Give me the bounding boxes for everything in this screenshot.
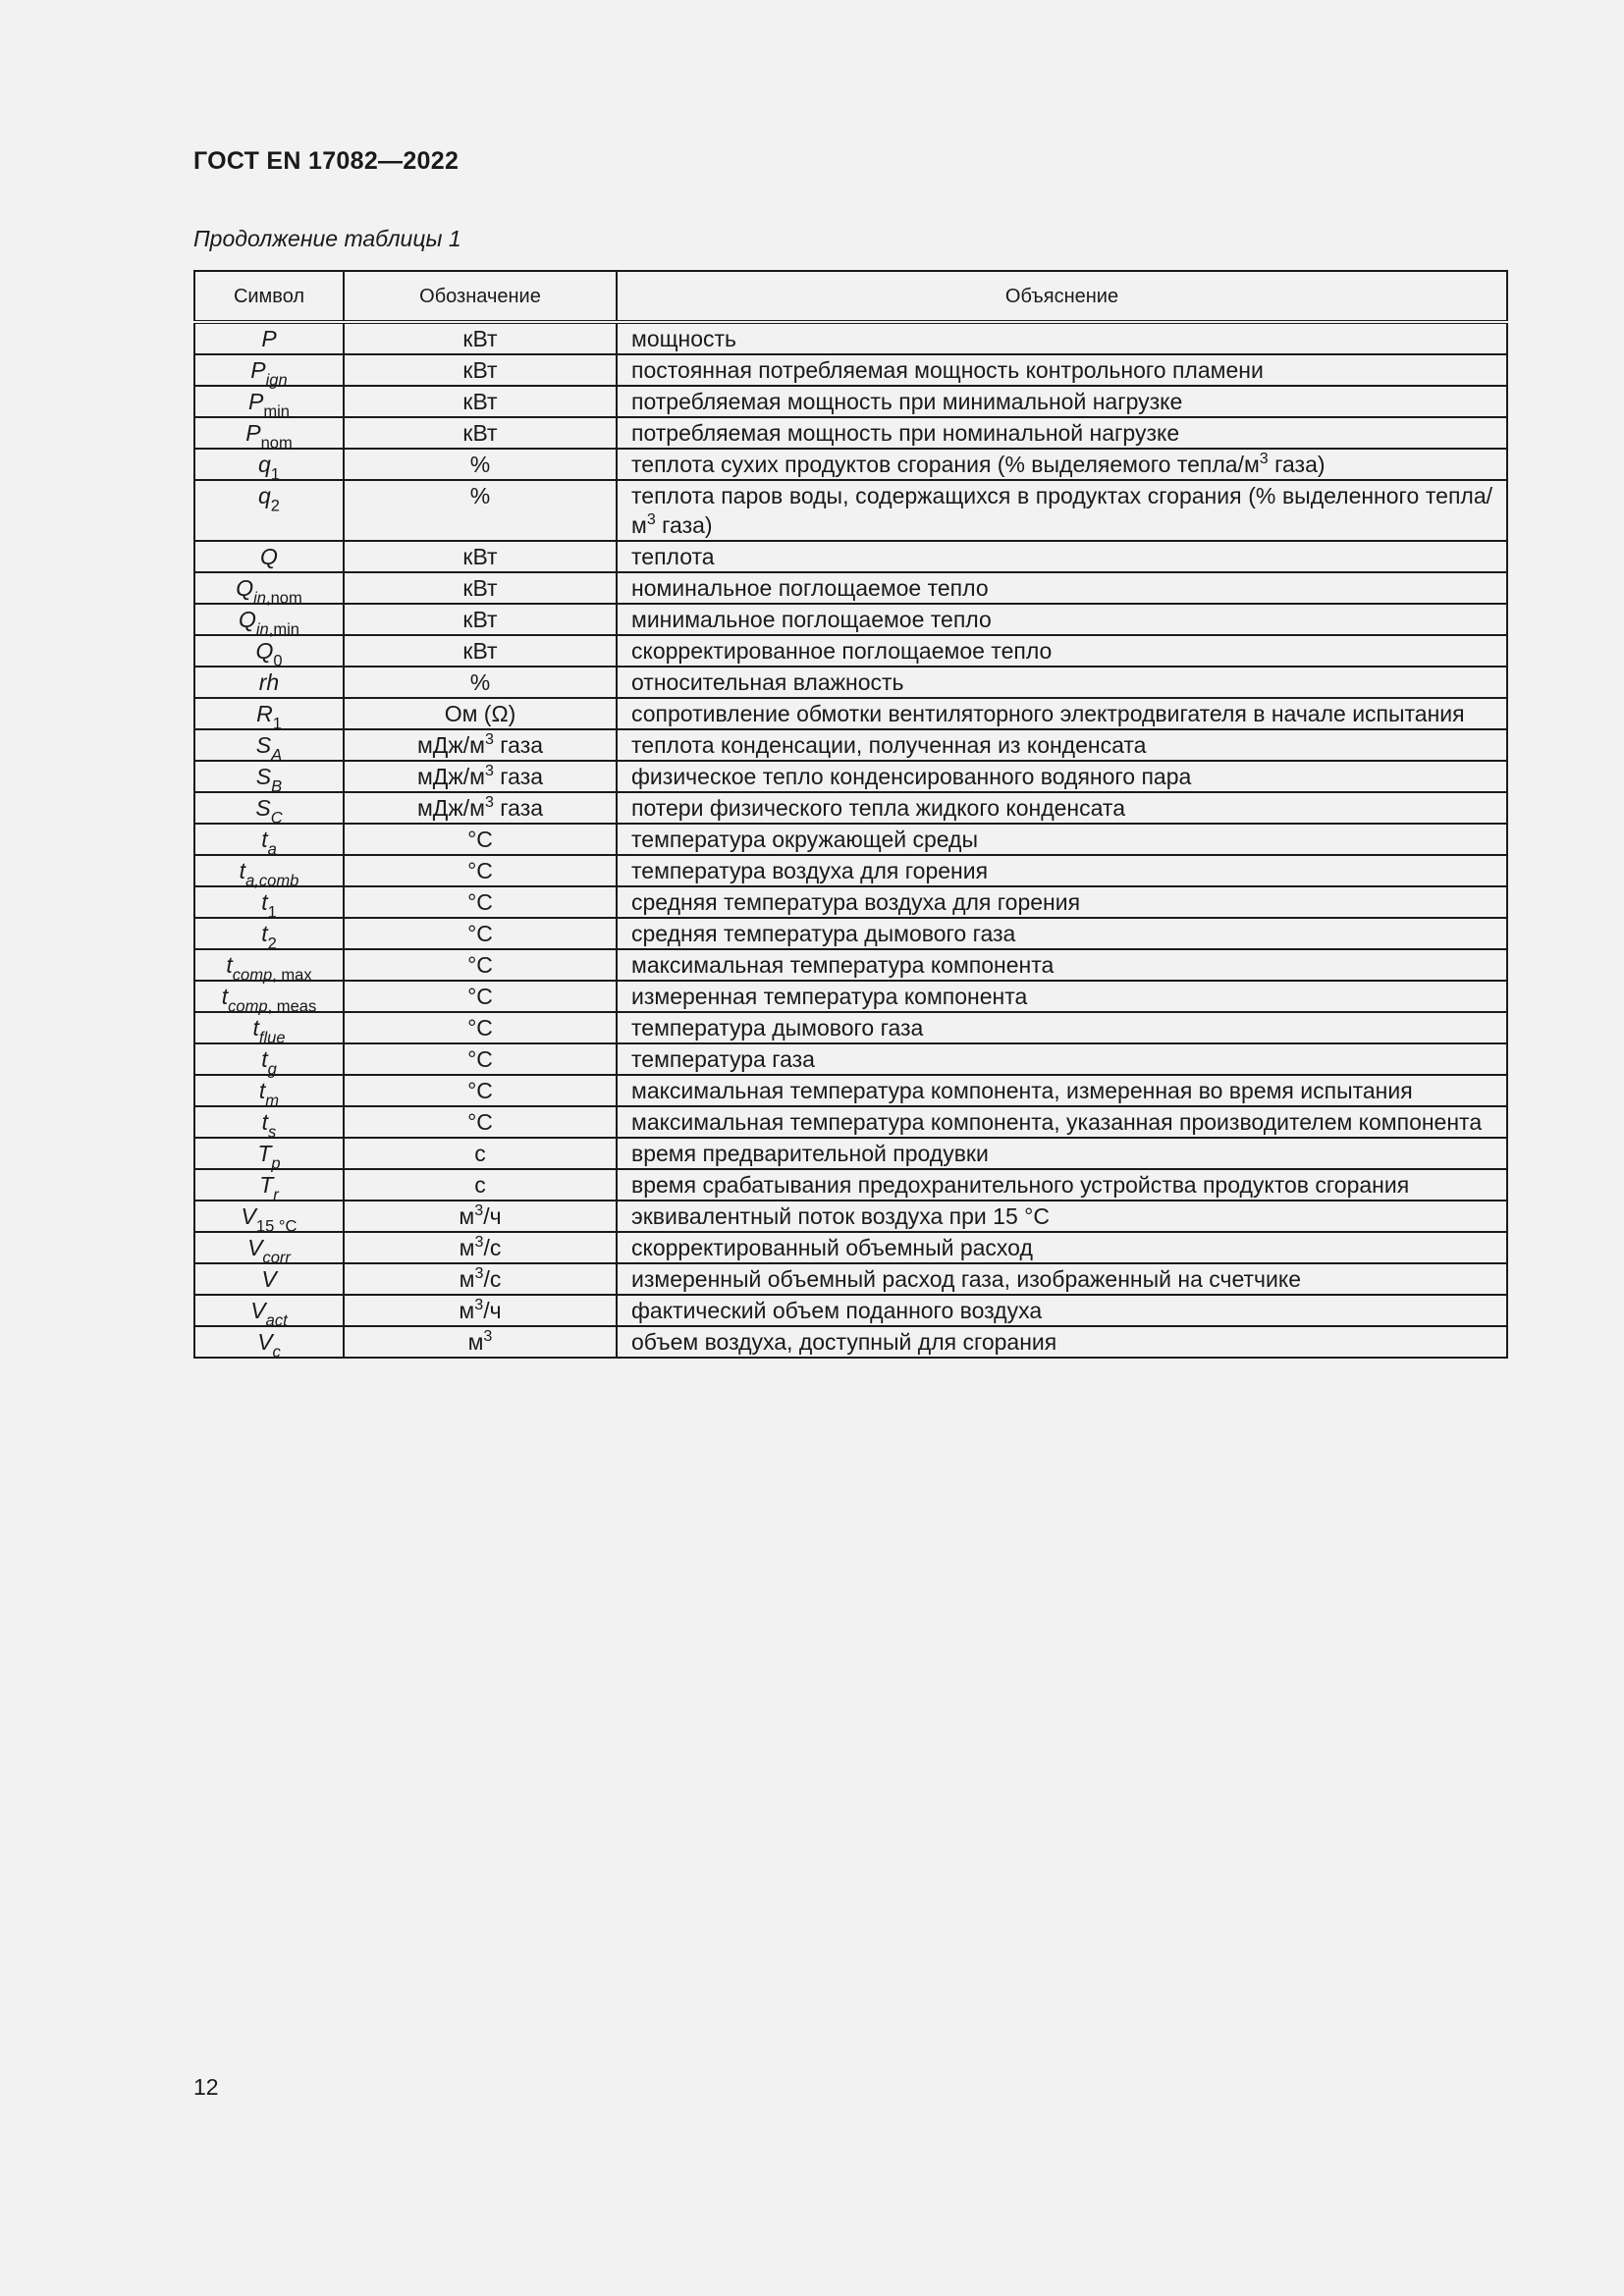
subscript-text: 0: [273, 651, 283, 670]
explanation-text: температура окружающей среды: [631, 827, 979, 852]
subscript-text: c: [272, 1342, 281, 1362]
table-row: [194, 698, 1507, 729]
unit-text: °C: [467, 1015, 493, 1041]
symbol-letter: t: [261, 827, 268, 852]
designation-cell: [344, 386, 617, 417]
subscript-text: 2: [270, 496, 280, 515]
unit-tail: /ч: [483, 1203, 502, 1229]
unit-text: кВт: [462, 544, 498, 569]
explanation-cell: [617, 449, 1507, 480]
symbol-cell: [194, 698, 344, 733]
designation-cell: [344, 541, 617, 572]
explanation-text: минимальное поглощаемое тепло: [631, 607, 992, 632]
designation-cell: [344, 1326, 617, 1358]
designation-cell: [344, 1263, 617, 1295]
explanation-cell: [617, 792, 1507, 824]
designation-cell: [344, 667, 617, 698]
explanation-text: максимальная температура компонента: [631, 952, 1055, 978]
table-row: [194, 729, 1507, 761]
explanation-cell: [617, 981, 1507, 1012]
subscript-italic-part: in: [255, 619, 269, 639]
unit-tail: газа: [493, 764, 544, 789]
explanation-cell: [617, 635, 1507, 667]
subscript-text: 15 °C: [255, 1216, 298, 1236]
designation-cell: [344, 949, 617, 981]
table-row: [194, 1106, 1507, 1138]
unit-text: кВт: [462, 357, 498, 383]
designation-cell: [344, 1043, 617, 1075]
symbol-letter: T: [257, 1141, 272, 1166]
explanation-text: теплота паров воды, содержащихся в продуктах сгорания (% выделенного тепла/м: [631, 483, 1492, 538]
explanation-text: номинальное поглощаемое тепло: [631, 575, 989, 601]
subscript-text: r: [273, 1185, 279, 1204]
unit-text: °C: [467, 1078, 493, 1103]
explanation-text: потери физического тепла жидкого конденсата: [631, 795, 1125, 821]
column-header-designation: Обозначение: [344, 271, 617, 322]
symbol-letter: Q: [260, 544, 278, 569]
symbol-letter: q: [258, 483, 271, 508]
table-row: [194, 1326, 1507, 1358]
explanation-text: средняя температура дымового газа: [631, 921, 1016, 946]
explanation-text: теплота конденсации, полученная из конденсата: [631, 732, 1147, 758]
symbol-letter: S: [255, 732, 272, 758]
unit-text: м: [459, 1235, 475, 1260]
explanation-tail: газа): [655, 512, 713, 538]
explanation-text: потребляемая мощность при минимальной нагрузке: [631, 389, 1183, 414]
explanation-superscript: 3: [646, 510, 656, 529]
table-row: [194, 1295, 1507, 1326]
unit-text: кВт: [462, 326, 498, 351]
unit-superscript: 3: [474, 1296, 484, 1314]
table-row: [194, 480, 1507, 541]
subscript-text: 1: [270, 464, 280, 484]
explanation-tail: газа): [1268, 452, 1326, 477]
unit-text: с: [474, 1172, 486, 1198]
symbol-cell: [194, 1263, 344, 1295]
table-row: [194, 449, 1507, 480]
symbol-letter: t: [261, 889, 268, 915]
symbol-letter: V: [250, 1298, 266, 1323]
explanation-text: теплота: [631, 544, 715, 569]
symbol-cell: [194, 541, 344, 572]
explanation-text: измеренная температура компонента: [631, 984, 1028, 1009]
unit-text: °C: [467, 858, 493, 883]
symbol-cell: [194, 729, 344, 765]
table-row: [194, 886, 1507, 918]
explanation-cell: [617, 698, 1507, 729]
symbol-cell: [194, 1295, 344, 1330]
explanation-cell: [617, 667, 1507, 698]
explanation-cell: [617, 855, 1507, 886]
unit-text: °C: [467, 984, 493, 1009]
symbol-letter: S: [255, 795, 271, 821]
subscript-italic-part: comp: [228, 996, 268, 1016]
designation-cell: [344, 761, 617, 792]
explanation-cell: [617, 604, 1507, 635]
explanation-cell: [617, 1295, 1507, 1326]
explanation-cell: [617, 1232, 1507, 1263]
explanation-cell: [617, 386, 1507, 417]
symbol-letter: P: [245, 420, 261, 446]
subscript-text: p: [271, 1153, 281, 1173]
designation-cell: [344, 1201, 617, 1232]
subscript-text: 1: [267, 902, 277, 922]
explanation-text: скорректированное поглощаемое тепло: [631, 638, 1053, 664]
table-row: [194, 949, 1507, 981]
explanation-cell: [617, 761, 1507, 792]
unit-tail: /с: [483, 1235, 502, 1260]
unit-superscript: 3: [474, 1233, 484, 1252]
table-row: [194, 667, 1507, 698]
symbol-letter: V: [247, 1235, 263, 1260]
table-row: [194, 354, 1507, 386]
table-row: [194, 1043, 1507, 1075]
explanation-cell: [617, 480, 1507, 541]
unit-tail: газа: [493, 732, 544, 758]
subscript-text: 1: [272, 714, 282, 733]
subscript-text: a: [267, 839, 277, 859]
symbol-cell: [194, 604, 344, 639]
subscript-text: ign: [265, 370, 288, 390]
symbol-cell: [194, 635, 344, 670]
designation-cell: [344, 981, 617, 1012]
unit-text: °C: [467, 921, 493, 946]
subscript-italic-part: comp: [232, 965, 273, 985]
unit-tail: /с: [483, 1266, 502, 1292]
designation-cell: [344, 572, 617, 604]
document-code: ГОСТ EN 17082—2022: [193, 147, 460, 175]
symbol-cell: [194, 449, 344, 484]
unit-text: %: [469, 452, 491, 477]
symbol-cell: [194, 949, 344, 985]
symbol-letter: P: [250, 357, 266, 383]
designation-cell: [344, 1232, 617, 1263]
subscript-italic-part: in: [253, 588, 266, 608]
symbol-letter: t: [252, 1015, 259, 1041]
designation-cell: [344, 1169, 617, 1201]
explanation-text: время предварительной продувки: [631, 1141, 989, 1166]
subscript-text: B: [271, 776, 283, 796]
unit-text: мДж/м: [416, 764, 485, 789]
explanation-cell: [617, 1263, 1507, 1295]
symbol-cell: [194, 918, 344, 953]
symbol-letter: t: [226, 952, 233, 978]
unit-text: мДж/м: [416, 795, 485, 821]
symbol-cell: [194, 1201, 344, 1236]
symbol-cell: [194, 824, 344, 859]
symbol-cell: [194, 792, 344, 828]
explanation-text: постоянная потребляемая мощность контрольного пламени: [631, 357, 1264, 383]
unit-tail: /ч: [483, 1298, 502, 1323]
symbol-cell: [194, 322, 344, 354]
unit-text: °C: [467, 952, 493, 978]
column-header-explanation: Объяснение: [617, 271, 1507, 322]
explanation-cell: [617, 572, 1507, 604]
table-row: [194, 635, 1507, 667]
explanation-text: скорректированный объемный расход: [631, 1235, 1033, 1260]
explanation-cell: [617, 824, 1507, 855]
designation-cell: [344, 449, 617, 480]
designation-cell: [344, 824, 617, 855]
symbol-cell: [194, 1075, 344, 1110]
symbol-letter: t: [239, 858, 246, 883]
subscript-text: ,min: [268, 619, 300, 639]
designation-cell: [344, 1075, 617, 1106]
unit-text: кВт: [462, 638, 498, 664]
designation-cell: [344, 480, 617, 541]
subscript-text: 2: [267, 934, 277, 953]
symbol-letter: V: [241, 1203, 256, 1229]
symbol-letter: q: [258, 452, 271, 477]
designation-cell: [344, 417, 617, 449]
unit-text: °C: [467, 1046, 493, 1072]
symbol-cell: [194, 1043, 344, 1079]
table-row: [194, 322, 1507, 354]
symbol-cell: [194, 1138, 344, 1173]
symbol-letter: V: [261, 1266, 277, 1292]
unit-text: %: [469, 669, 491, 695]
symbol-subscript: [271, 496, 280, 514]
explanation-text: теплота сухих продуктов сгорания (% выделяемого тепла/м: [631, 452, 1260, 477]
designation-cell: [344, 698, 617, 729]
subscript-text: a,comb: [245, 871, 299, 890]
explanation-cell: [617, 354, 1507, 386]
table-row: [194, 386, 1507, 417]
explanation-text: максимальная температура компонента, измеренная во время испытания: [631, 1078, 1413, 1103]
symbol-cell: [194, 1169, 344, 1204]
explanation-text: время срабатывания предохранительного устройства продуктов сгорания: [631, 1172, 1410, 1198]
explanation-cell: [617, 918, 1507, 949]
table-row: [194, 604, 1507, 635]
table-row: [194, 1232, 1507, 1263]
explanation-text: средняя температура воздуха для горения: [631, 889, 1081, 915]
unit-superscript: 3: [484, 762, 494, 780]
explanation-cell: [617, 1326, 1507, 1358]
unit-text: м: [459, 1266, 475, 1292]
symbol-letter: Q: [238, 607, 256, 632]
unit-text: м: [459, 1298, 475, 1323]
unit-tail: газа: [493, 795, 544, 821]
symbol-cell: [194, 480, 344, 541]
symbol-cell: [194, 761, 344, 796]
table-row: [194, 572, 1507, 604]
explanation-cell: [617, 1169, 1507, 1201]
unit-text: кВт: [462, 389, 498, 414]
symbol-cell: [194, 1232, 344, 1267]
explanation-text: физическое тепло конденсированного водяного пара: [631, 764, 1192, 789]
explanation-cell: [617, 1043, 1507, 1075]
unit-text: Ом (Ω): [444, 701, 516, 726]
explanation-text: температура дымового газа: [631, 1015, 924, 1041]
subscript-text: ,nom: [265, 588, 302, 608]
designation-cell: [344, 729, 617, 761]
symbol-letter: t: [258, 1078, 266, 1103]
subscript-text: g: [267, 1059, 277, 1079]
explanation-cell: [617, 417, 1507, 449]
symbol-letter: t: [221, 984, 229, 1009]
table-row: [194, 1263, 1507, 1295]
designation-cell: [344, 1295, 617, 1326]
symbol-letter: P: [247, 389, 264, 414]
unit-text: мДж/м: [416, 732, 485, 758]
symbol-cell: [194, 572, 344, 608]
table-row: [194, 417, 1507, 449]
subscript-text: min: [263, 401, 290, 421]
symbol-letter: t: [261, 921, 268, 946]
symbol-letter: t: [261, 1109, 269, 1135]
unit-text: с: [474, 1141, 486, 1166]
explanation-text: температура газа: [631, 1046, 815, 1072]
subscript-text: A: [271, 745, 283, 765]
subscript-text: s: [268, 1122, 277, 1142]
unit-superscript: 3: [484, 730, 494, 749]
unit-text: кВт: [462, 607, 498, 632]
symbol-subscript: [273, 1342, 281, 1361]
symbol-letter: Q: [255, 638, 274, 664]
unit-superscript: 3: [484, 793, 494, 812]
explanation-text: потребляемая мощность при номинальной нагрузке: [631, 420, 1180, 446]
table-row: [194, 792, 1507, 824]
designation-cell: [344, 886, 617, 918]
symbol-cell: [194, 667, 344, 698]
table-row: [194, 981, 1507, 1012]
subscript-text: , meas: [267, 996, 317, 1016]
unit-superscript: 3: [474, 1201, 484, 1220]
table-row: [194, 1201, 1507, 1232]
unit-text: %: [469, 483, 491, 508]
table-row: [194, 855, 1507, 886]
explanation-text: объем воздуха, доступный для сгорания: [631, 1329, 1057, 1355]
symbol-letter: P: [261, 326, 277, 351]
explanation-text: температура воздуха для горения: [631, 858, 989, 883]
page-number: 12: [193, 2074, 219, 2100]
subscript-text: nom: [260, 433, 293, 453]
subscript-text: , max: [272, 965, 312, 985]
unit-text: м: [467, 1329, 484, 1355]
designation-cell: [344, 855, 617, 886]
symbol-letter: R: [256, 701, 273, 726]
symbol-cell: [194, 417, 344, 453]
symbol-cell: [194, 886, 344, 922]
symbols-table: [193, 270, 1508, 1362]
explanation-cell: [617, 949, 1507, 981]
explanation-cell: [617, 1075, 1507, 1106]
table-header-row: [194, 271, 1507, 322]
explanation-text: сопротивление обмотки вентиляторного электродвигателя в начале испытания: [631, 701, 1465, 726]
symbol-cell: [194, 1106, 344, 1142]
symbol-letter: rh: [258, 669, 280, 695]
symbol-letter: S: [255, 764, 272, 789]
table-caption: Продолжение таблицы 1: [193, 226, 461, 251]
explanation-cell: [617, 886, 1507, 918]
unit-text: кВт: [462, 575, 498, 601]
designation-cell: [344, 1138, 617, 1169]
explanation-text: мощность: [631, 326, 737, 351]
table-row: [194, 1075, 1507, 1106]
explanation-text: фактический объем поданного воздуха: [631, 1298, 1043, 1323]
symbol-cell: [194, 354, 344, 390]
symbol-letter: V: [257, 1329, 273, 1355]
symbol-letter: Q: [236, 575, 254, 601]
subscript-text: corr: [262, 1248, 291, 1267]
designation-cell: [344, 604, 617, 635]
table-row: [194, 918, 1507, 949]
symbol-cell: [194, 855, 344, 890]
subscript-text: act: [265, 1310, 288, 1330]
symbol-cell: [194, 386, 344, 421]
explanation-text: измеренный объемный расход газа, изображенный на счетчике: [631, 1266, 1302, 1292]
unit-text: °C: [467, 1109, 493, 1135]
unit-superscript: 3: [474, 1264, 484, 1283]
symbol-cell: [194, 1326, 344, 1362]
table-row: [194, 541, 1507, 572]
table-row: [194, 1012, 1507, 1043]
column-header-symbol: Символ: [194, 271, 344, 322]
symbol-letter: T: [259, 1172, 274, 1198]
explanation-cell: [617, 1106, 1507, 1138]
explanation-text: максимальная температура компонента, указанная производителем компонента: [631, 1109, 1483, 1135]
table-row: [194, 1169, 1507, 1201]
table-body: [194, 322, 1507, 1362]
subscript-text: m: [265, 1091, 280, 1110]
unit-text: кВт: [462, 420, 498, 446]
symbol-cell: [194, 1012, 344, 1047]
explanation-text: эквивалентный поток воздуха при 15 °C: [631, 1203, 1050, 1229]
designation-cell: [344, 322, 617, 354]
unit-text: °C: [467, 827, 493, 852]
unit-text: м: [459, 1203, 475, 1229]
designation-cell: [344, 1012, 617, 1043]
subscript-text: C: [270, 808, 283, 828]
subscript-text: flue: [258, 1028, 286, 1047]
explanation-cell: [617, 1012, 1507, 1043]
designation-cell: [344, 354, 617, 386]
explanation-cell: [617, 322, 1507, 354]
unit-superscript: 3: [483, 1327, 493, 1346]
symbol-letter: t: [261, 1046, 268, 1072]
explanation-cell: [617, 541, 1507, 572]
designation-cell: [344, 635, 617, 667]
designation-cell: [344, 1106, 617, 1138]
table-row: [194, 1138, 1507, 1169]
table-row: [194, 824, 1507, 855]
designation-cell: [344, 918, 617, 949]
explanation-cell: [617, 1201, 1507, 1232]
explanation-text: относительная влажность: [631, 669, 904, 695]
table-row: [194, 761, 1507, 792]
symbol-cell: [194, 981, 344, 1016]
explanation-cell: [617, 729, 1507, 761]
designation-cell: [344, 792, 617, 824]
explanation-superscript: 3: [1259, 450, 1269, 468]
unit-text: °C: [467, 889, 493, 915]
explanation-cell: [617, 1138, 1507, 1169]
